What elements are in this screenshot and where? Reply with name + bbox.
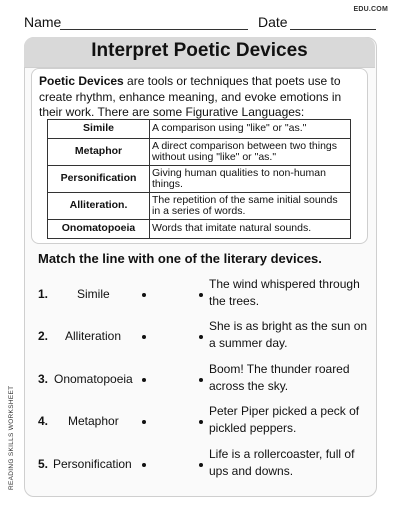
sentence-text: The wind whispered through the trees. — [209, 277, 360, 308]
definition-cell: The repetition of the same initial sounds in a series of words. — [150, 193, 351, 220]
intro-bold: Poetic Devices — [39, 74, 124, 88]
item-number: 1. — [38, 287, 49, 301]
device-label: Metaphor — [68, 414, 119, 428]
item-number: 5. — [38, 457, 49, 471]
definition-cell: A comparison using "like" or "as." — [150, 120, 351, 139]
item-number: 4. — [38, 414, 49, 428]
definition-cell: Giving human qualities to non-human things. — [150, 166, 351, 193]
device-label: Personification — [53, 457, 132, 471]
intro-body: are tools or techniques that poets use to create rhythm, enhance meaning, and evoke emotions in their work. There are some Figurative Languages: — [39, 74, 342, 119]
match-dot-left[interactable] — [142, 463, 146, 467]
table-row — [48, 120, 351, 139]
name-label: Name — [24, 14, 62, 30]
item-number: 2. — [38, 329, 49, 343]
sentence-text: She is as bright as the sun on a summer day. — [209, 319, 368, 350]
term-cell: Onomatopoeia — [48, 220, 150, 239]
table-row — [48, 166, 351, 193]
item-number: 3. — [38, 372, 49, 386]
worksheet-title: Interpret Poetic Devices — [91, 40, 308, 61]
date-label: Date — [258, 14, 288, 30]
instruction-text: Match the line with one of the literary devices. — [38, 251, 322, 266]
table-row — [48, 139, 351, 166]
device-label: Alliteration — [65, 329, 122, 343]
definitions-table — [47, 119, 351, 239]
intro-text — [39, 74, 365, 121]
date-line — [290, 29, 376, 30]
table-row — [48, 193, 351, 220]
match-dot-left[interactable] — [142, 378, 146, 382]
match-dot-right[interactable] — [199, 378, 203, 382]
definition-cell: Words that imitate natural sounds. — [150, 220, 351, 239]
name-line — [60, 29, 248, 30]
term-cell: Alliteration. — [48, 193, 150, 220]
sentence-text: Life is a rollercoaster, full of ups and downs. — [209, 447, 355, 478]
device-label: Onomatopoeia — [54, 372, 133, 386]
term-cell: Metaphor — [48, 139, 150, 166]
match-dot-right[interactable] — [199, 463, 203, 467]
term-cell: Simile — [48, 120, 150, 139]
sentence-text: Peter Piper picked a peck of pickled peppers. — [209, 404, 360, 435]
device-label: Simile — [77, 287, 110, 301]
table-row — [48, 220, 351, 239]
match-dot-right[interactable] — [199, 420, 203, 424]
side-label: READING SKILLS WORKSHEET — [8, 385, 15, 490]
match-dot-left[interactable] — [142, 293, 146, 297]
brand-logo: EDU.COM — [353, 6, 388, 13]
term-cell: Personification — [48, 166, 150, 193]
match-dot-left[interactable] — [142, 335, 146, 339]
sentence-text: Boom! The thunder roared across the sky. — [209, 362, 350, 393]
match-dot-right[interactable] — [199, 293, 203, 297]
definition-cell: A direct comparison between two things without using "like" or "as." — [150, 139, 351, 166]
match-dot-left[interactable] — [142, 420, 146, 424]
match-dot-right[interactable] — [199, 335, 203, 339]
